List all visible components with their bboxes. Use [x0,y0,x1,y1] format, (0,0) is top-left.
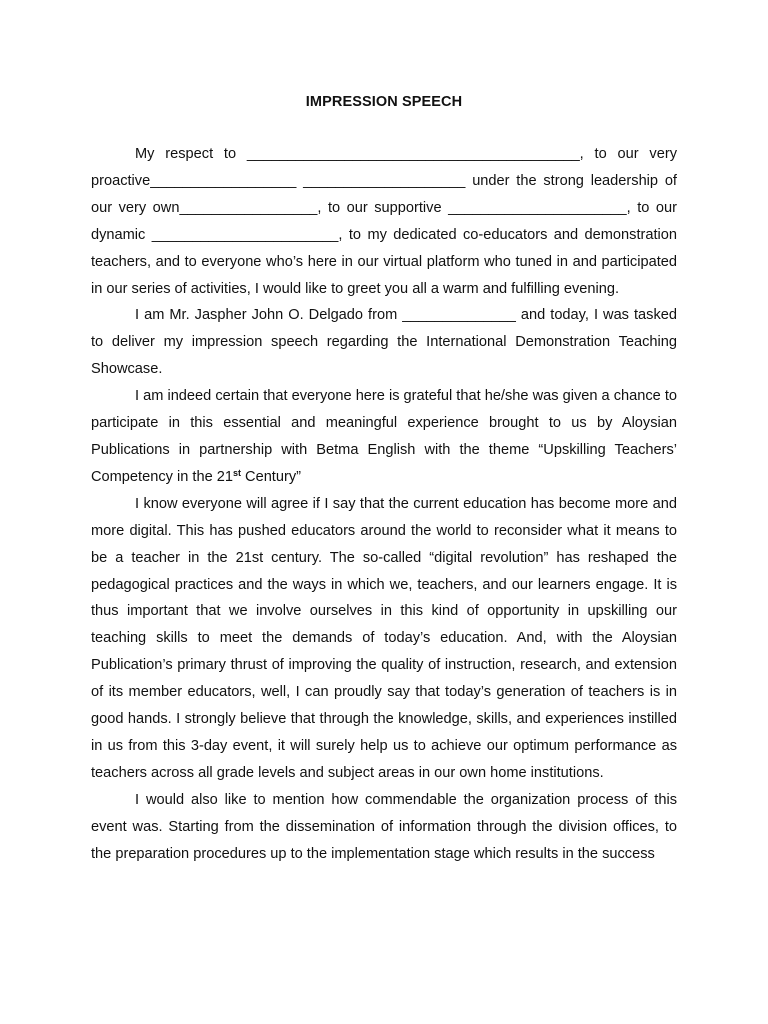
document-title: IMPRESSION SPEECH [305,94,463,110]
theme-text-end: Century” [240,468,301,485]
paragraph-organization: I would also like to mention how commendable the organization process of this event was. Starting from the dissemination of information through the division offices, to the preparation procedures up to the implementation stage which results in the success [91,791,677,862]
ordinal-superscript: st [232,467,241,478]
speech-body [91,141,677,867]
theme-text: I am indeed certain that everyone here is grateful that he/she was given a chance to participate in this essential and meaningful experience brought to us by Aloysian Publications in partnership with Betma English with the theme “Upskilling Teachers’ Competency in the 21 [91,388,677,485]
paragraph-greeting: My respect to _________________________________________, to our very proactive__________________ ____________________ under the strong leadership of our very own_________________, to our supportive ______________________, to our dynamic _______________________, to my dedicated co-educators and demonstration teachers, and to everyone who’s here in our virtual platform who tuned in and participated in our series of activities, I would like to greet you all a warm and fulfilling evening. [91,146,677,297]
paragraph-digital-education: I know everyone will agree if I say that the current education has become more and more digital. This has pushed educators around the world to reconsider what it means to be a teacher in the 21st century. The so-called “digital revolution” has reshaped the pedagogical practices and the ways in which we, teachers, and our learners engage. It is thus important that we involve ourselves in this kind of opportunity in upskilling our teaching skills to meet the demands of today’s education. And, with the Aloysian Publication’s primary thrust of improving the quality of instruction, research, and extension of its member educators, well, I can proudly say that today’s generation of teachers is in good hands. I strongly believe that through the knowledge, skills, and experiences instilled in us from this 3-day event, it will surely help us to achieve our optimum performance as teachers across all grade levels and subject areas in our own home institutions. [91,495,677,781]
paragraph-introduction: I am Mr. Jaspher John O. Delgado from ______________ and today, I was tasked to deliver my impression speech regarding the International Demonstration Teaching Showcase. [91,307,677,378]
paragraph-theme [91,383,677,491]
